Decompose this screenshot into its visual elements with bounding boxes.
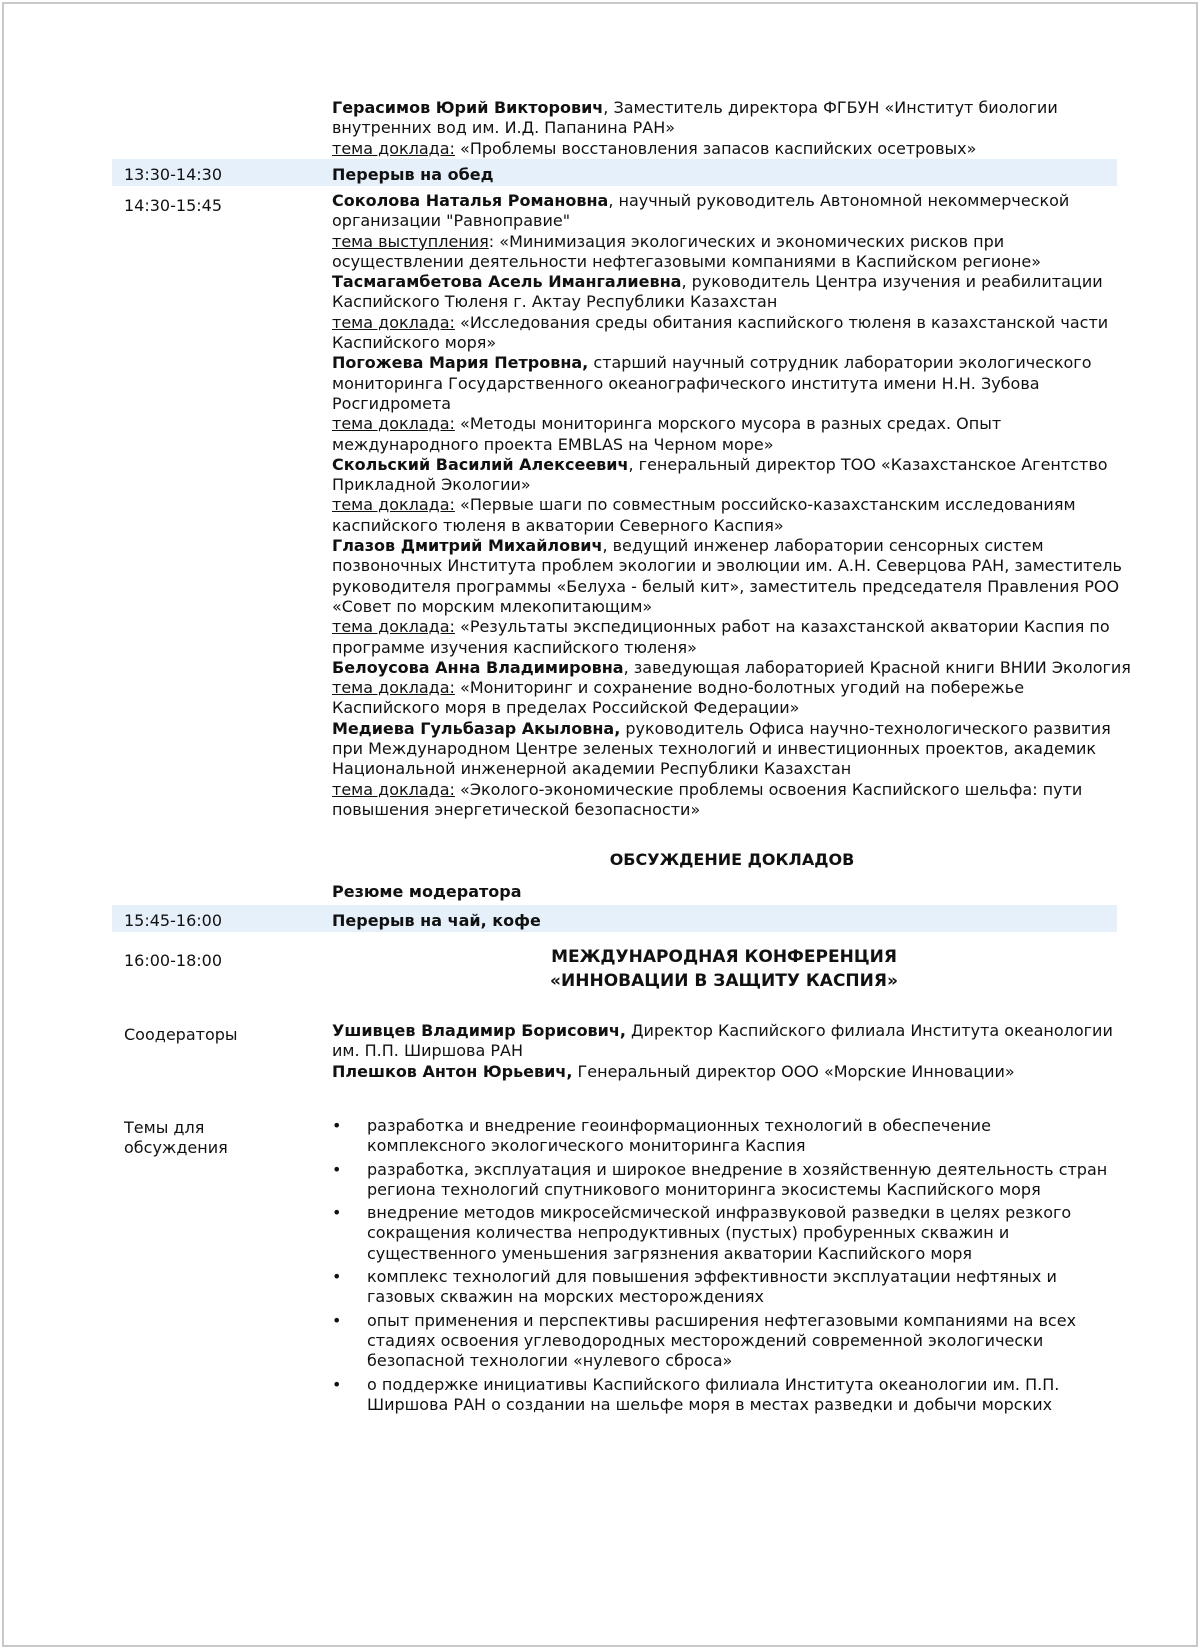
bullet-icon: • [332, 1159, 342, 1179]
bullet-icon: • [332, 1374, 342, 1394]
session-time: 14:30-15:45 [124, 196, 222, 215]
speaker-role: , руководитель Центра изучения и реабилитации Каспийского Тюленя г. Актау Республики Казахстан [332, 272, 1103, 312]
tea-label: Перерыв на чай, кофе [332, 911, 541, 930]
topic-text: «Мониторинг и сохранение водно-болотных угодий на побережье Каспийского моря в пределах Российской Федерации» [332, 678, 1025, 718]
speaker-role: руководитель Офиса научно-технологического развития при Международном Центре зеленых технологий и инвестиционных проектов, академик Национальной инженерной академии Республики Казахстан [332, 718, 1111, 779]
list-item [332, 1375, 1112, 1416]
lunch-time: 13:30-14:30 [124, 165, 222, 184]
speaker-name: Скольский Василий Алексеевич [332, 454, 629, 474]
topic-item-text: комплекс технологий для повышения эффективности эксплуатации нефтяных и газовых скважин на морских месторождениях [367, 1267, 1057, 1307]
topic-label: тема доклада: [332, 678, 455, 698]
moderator-entry [332, 1021, 1132, 1062]
topic-item-text: опыт применения и перспективы расширения нефтегазовыми компаниями на всех стадиях освоения углеводородных месторождений современной экологически безопасной технологии «нулевого сброса» [367, 1310, 1077, 1371]
speaker-name: Тасмагамбетова Асель Имангалиевна [332, 272, 682, 292]
tea-time: 15:45-16:00 [124, 911, 222, 930]
prev-speaker-block [332, 98, 1132, 159]
topic-label: тема выступления [332, 231, 489, 251]
topic-text: «Эколого-экономические проблемы освоения Каспийского шельфа: пути повышения энергетической безопасности» [332, 779, 1083, 819]
speaker-name: Соколова Наталья Романовна [332, 191, 609, 210]
bullet-icon: • [332, 1116, 342, 1135]
moderator-name: Плешков Антон Юрьевич, [332, 1061, 573, 1081]
moderators-list [332, 1021, 1132, 1082]
speaker-name: Герасимов Юрий Викторович [332, 98, 604, 117]
speaker-entry [332, 455, 1132, 536]
speaker-role: , Заместитель директора ФГБУН «Институт биологии внутренних вод им. И.Д. Папанина РАН» [332, 98, 1058, 138]
moderator-role: Директор Каспийского филиала Института океанологии им. П.П. Ширшова РАН [332, 1021, 1113, 1061]
speaker-role: , ведущий инженер лаборатории сенсорных систем позвоночных Института проблем экологии и эволюции им. А.Н. Северцова РАН, заместитель руководителя программы «Белуха - белый кит», заместитель председателя Правления РОО «Совет по морским млекопитающим» [332, 536, 1122, 616]
moderator-summary: Резюме модератора [332, 882, 522, 901]
speaker-entry [332, 272, 1132, 353]
session-speakers [332, 191, 1132, 820]
moderator-role: Генеральный директор ООО «Морские Инновации» [572, 1061, 1015, 1081]
speaker-role: , научный руководитель Автономной некоммерческой организации "Равноправие" [332, 191, 1070, 231]
topic-text: : «Минимизация экологических и экономических рисков при осуществлении деятельности нефтегазовыми компаниями в Каспийском регионе» [332, 231, 1042, 271]
topic-item-text: внедрение методов микросейсмической инфразвуковой разведки в целях резкого сокращения количества непродуктивных (пустых) пробуренных скважин и существенного уменьшения загрязнения акватории Каспийского моря [367, 1203, 1072, 1263]
speaker-entry [332, 191, 1132, 272]
topic-item-text: о поддержке инициативы Каспийского филиала Института океанологии им. П.П. Ширшова РАН о создании на шельфе моря в местах разведки и добычи морских [367, 1374, 1060, 1414]
speaker-entry [332, 658, 1132, 719]
list-item [332, 1203, 1112, 1264]
topic-label: тема доклада: [332, 414, 455, 434]
topic-label: тема доклада: [332, 617, 455, 637]
topic-label: тема доклада: [332, 312, 455, 332]
list-item [332, 1311, 1112, 1372]
speaker-role: старший научный сотрудник лаборатории экологического мониторинга Государственного океанографического института имени Н.Н. Зубова Росгидромета [332, 353, 1092, 413]
topic-text: «Результаты экспедиционных работ на казахстанской акватории Каспия по программе изучения каспийского тюленя» [332, 617, 1110, 657]
speaker-name: Белоусова Анна Владимировна [332, 657, 624, 677]
topic-label: тема доклада: [332, 779, 455, 799]
speaker-name: Медиева Гульбазар Акыловна, [332, 718, 621, 738]
speaker-role: , заведующая лабораторией Красной книги ВНИИ Экология [623, 657, 1131, 677]
moderator-entry [332, 1062, 1132, 1082]
moderators-label: Соодераторы [124, 1025, 238, 1044]
discussion-heading: ОБСУЖДЕНИЕ ДОКЛАДОВ [609, 850, 855, 869]
speaker-name: Погожева Мария Петровна, [332, 353, 589, 373]
speaker-role: , генеральный директор ТОО «Казахстанское Агентство Прикладной Экологии» [332, 454, 1108, 495]
topic-label: тема доклада: [332, 138, 455, 158]
conference-title-line: МЕЖДУНАРОДНАЯ КОНФЕРЕНЦИЯ [551, 947, 897, 967]
topics-list [332, 1116, 1112, 1418]
speaker-entry [332, 536, 1132, 658]
conference-title [404, 945, 1044, 993]
topic-item-text: разработка и внедрение геоинформационных технологий в обеспечение комплексного экологического мониторинга Каспия [367, 1116, 991, 1156]
conference-time: 16:00-18:00 [124, 951, 222, 970]
speaker-entry [332, 353, 1132, 454]
lunch-label: Перерыв на обед [332, 165, 494, 184]
list-item [332, 1267, 1112, 1308]
topic-label: тема доклада: [332, 495, 455, 515]
bullet-icon: • [332, 1203, 342, 1223]
speaker-name: Глазов Дмитрий Михайлович [332, 536, 603, 556]
topic-text: «Исследования среды обитания каспийского тюленя в казахстанской части Каспийского моря» [332, 312, 1109, 353]
topic-text: «Методы мониторинга морского мусора в разных средах. Опыт международного проекта EMBLAS на Черном море» [332, 414, 1002, 454]
topic-text: «Проблемы восстановления запасов каспийских осетровых» [454, 138, 977, 158]
bullet-icon: • [332, 1267, 342, 1287]
document-page [2, 2, 1198, 1647]
speaker-entry [332, 719, 1132, 820]
topic-item-text: разработка, эксплуатация и широкое внедрение в хозяйственную деятельность стран региона технологий спутникового мониторинга экосистемы Каспийского моря [367, 1159, 1108, 1199]
moderator-name: Ушивцев Владимир Борисович, [332, 1021, 626, 1040]
list-item [332, 1160, 1112, 1201]
bullet-icon: • [332, 1310, 342, 1330]
list-item [332, 1116, 1112, 1157]
conference-title-line: «ИННОВАЦИИ В ЗАЩИТУ КАСПИЯ» [550, 971, 898, 991]
topics-label: Темы для обсуждения [124, 1118, 228, 1158]
topic-text: «Первые шаги по совместным российско-казахстанским исследованиям каспийского тюленя в акватории Северного Каспия» [332, 495, 1076, 535]
